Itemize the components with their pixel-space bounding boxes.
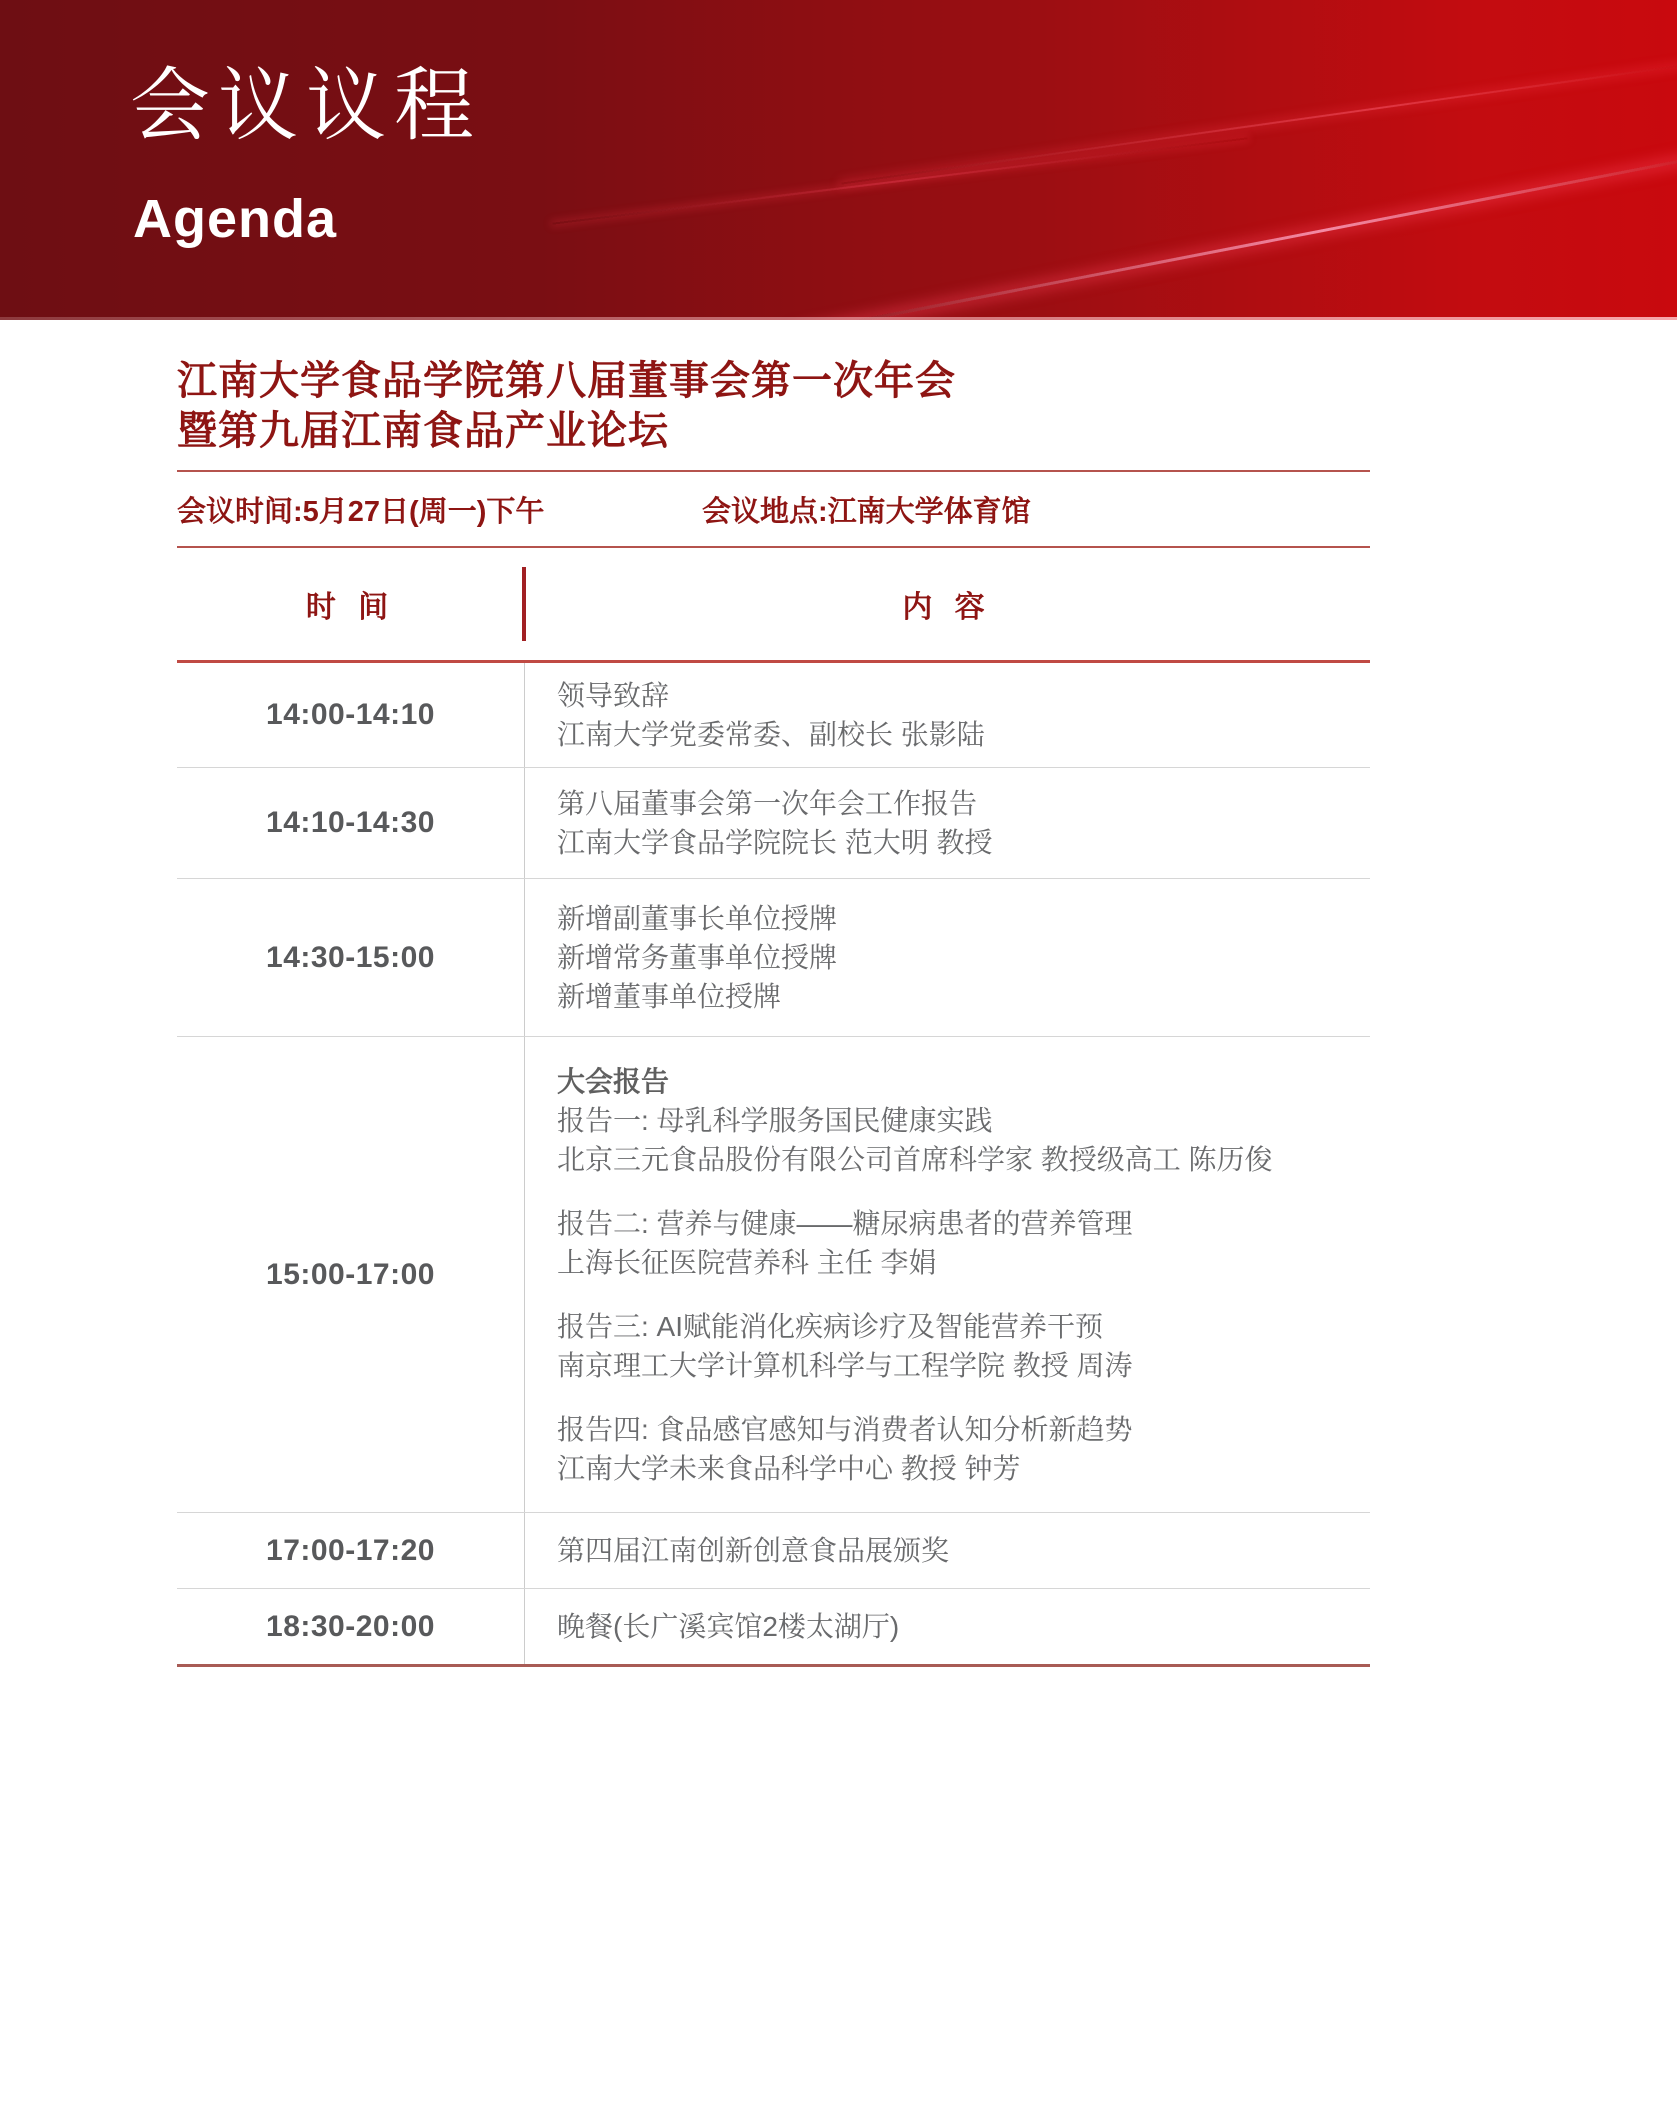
table-row bbox=[177, 878, 1370, 1036]
row-time: 17:00-17:20 bbox=[177, 1513, 525, 1588]
event-title-line2: 暨第九届江南食品产业论坛 bbox=[177, 409, 669, 453]
row-time: 14:00-14:10 bbox=[177, 663, 525, 767]
content-line: 领导致辞 bbox=[557, 680, 670, 711]
row-content bbox=[525, 1589, 1370, 1664]
content-line: 晚餐(长广溪宾馆2楼太湖厅) bbox=[557, 1611, 900, 1642]
table-header-content: 内 容 bbox=[902, 591, 992, 624]
row-content bbox=[525, 879, 1370, 1036]
content-line: 第四届江南创新创意食品展颁奖 bbox=[557, 1535, 950, 1566]
meeting-location: 会议地点:江南大学体育馆 bbox=[702, 495, 1031, 528]
page-subtitle: Agenda bbox=[133, 189, 338, 249]
row-time: 14:30-15:00 bbox=[177, 879, 525, 1036]
table-row bbox=[177, 1512, 1370, 1588]
row-time: 18:30-20:00 bbox=[177, 1589, 525, 1664]
banner-light-streak bbox=[552, 137, 1247, 224]
report-title: 报告二: 营养与健康——糖尿病患者的营养管理 bbox=[557, 1207, 1133, 1239]
page-banner bbox=[0, 0, 1677, 320]
table-row bbox=[177, 767, 1370, 878]
meeting-time: 会议时间:5月27日(周一)下午 bbox=[177, 495, 545, 528]
report-title: 报告四: 食品感官感知与消费者认知分析新趋势 bbox=[557, 1413, 1133, 1445]
report-block bbox=[557, 1307, 1360, 1385]
header-column-divider bbox=[522, 567, 526, 641]
row-time: 15:00-17:00 bbox=[177, 1037, 525, 1512]
row-content bbox=[525, 663, 1370, 767]
table-header-time: 时 间 bbox=[305, 591, 396, 624]
content-line: 江南大学食品学院院长 范大明 教授 bbox=[557, 827, 993, 858]
content-line: 新增副董事长单位授牌 bbox=[557, 903, 838, 934]
table-bottom-line bbox=[177, 1664, 1370, 1667]
row-content bbox=[525, 768, 1370, 878]
event-title-line1: 江南大学食品学院第八届董事会第一次年会 bbox=[177, 359, 956, 403]
session-heading: 大会报告 bbox=[557, 1065, 670, 1097]
table-row bbox=[177, 1036, 1370, 1512]
content-line: 江南大学党委常委、副校长 张影陆 bbox=[557, 719, 985, 750]
page-title: 会议议程 bbox=[130, 61, 482, 150]
row-content bbox=[525, 1513, 1370, 1588]
table-header-row bbox=[177, 548, 1370, 660]
table-row bbox=[177, 1588, 1370, 1664]
report-block bbox=[557, 1204, 1360, 1282]
row-content bbox=[525, 1037, 1370, 1512]
banner-light-streak bbox=[796, 145, 1677, 320]
report-speaker: 江南大学未来食品科学中心 教授 钟芳 bbox=[557, 1452, 1021, 1484]
content-line: 新增董事单位授牌 bbox=[557, 981, 782, 1012]
agenda-content bbox=[177, 320, 1370, 1667]
row-time: 14:10-14:30 bbox=[177, 768, 525, 878]
content-line: 新增常务董事单位授牌 bbox=[557, 942, 838, 973]
report-title: 报告三: AI赋能消化疾病诊疗及智能营养干预 bbox=[557, 1310, 1104, 1342]
report-speaker: 上海长征医院营养科 主任 李娟 bbox=[557, 1246, 937, 1278]
report-block bbox=[557, 1410, 1360, 1488]
content-line: 第八届董事会第一次年会工作报告 bbox=[557, 788, 978, 819]
report-block bbox=[557, 1062, 1360, 1179]
report-speaker: 北京三元食品股份有限公司首席科学家 教授级高工 陈历俊 bbox=[557, 1143, 1273, 1175]
report-speaker: 南京理工大学计算机科学与工程学院 教授 周涛 bbox=[557, 1349, 1133, 1381]
table-row bbox=[177, 663, 1370, 767]
event-title bbox=[177, 356, 1370, 456]
report-title: 报告一: 母乳科学服务国民健康实践 bbox=[557, 1104, 993, 1136]
banner-light-streak bbox=[841, 57, 1677, 184]
meeting-meta bbox=[177, 472, 1370, 546]
